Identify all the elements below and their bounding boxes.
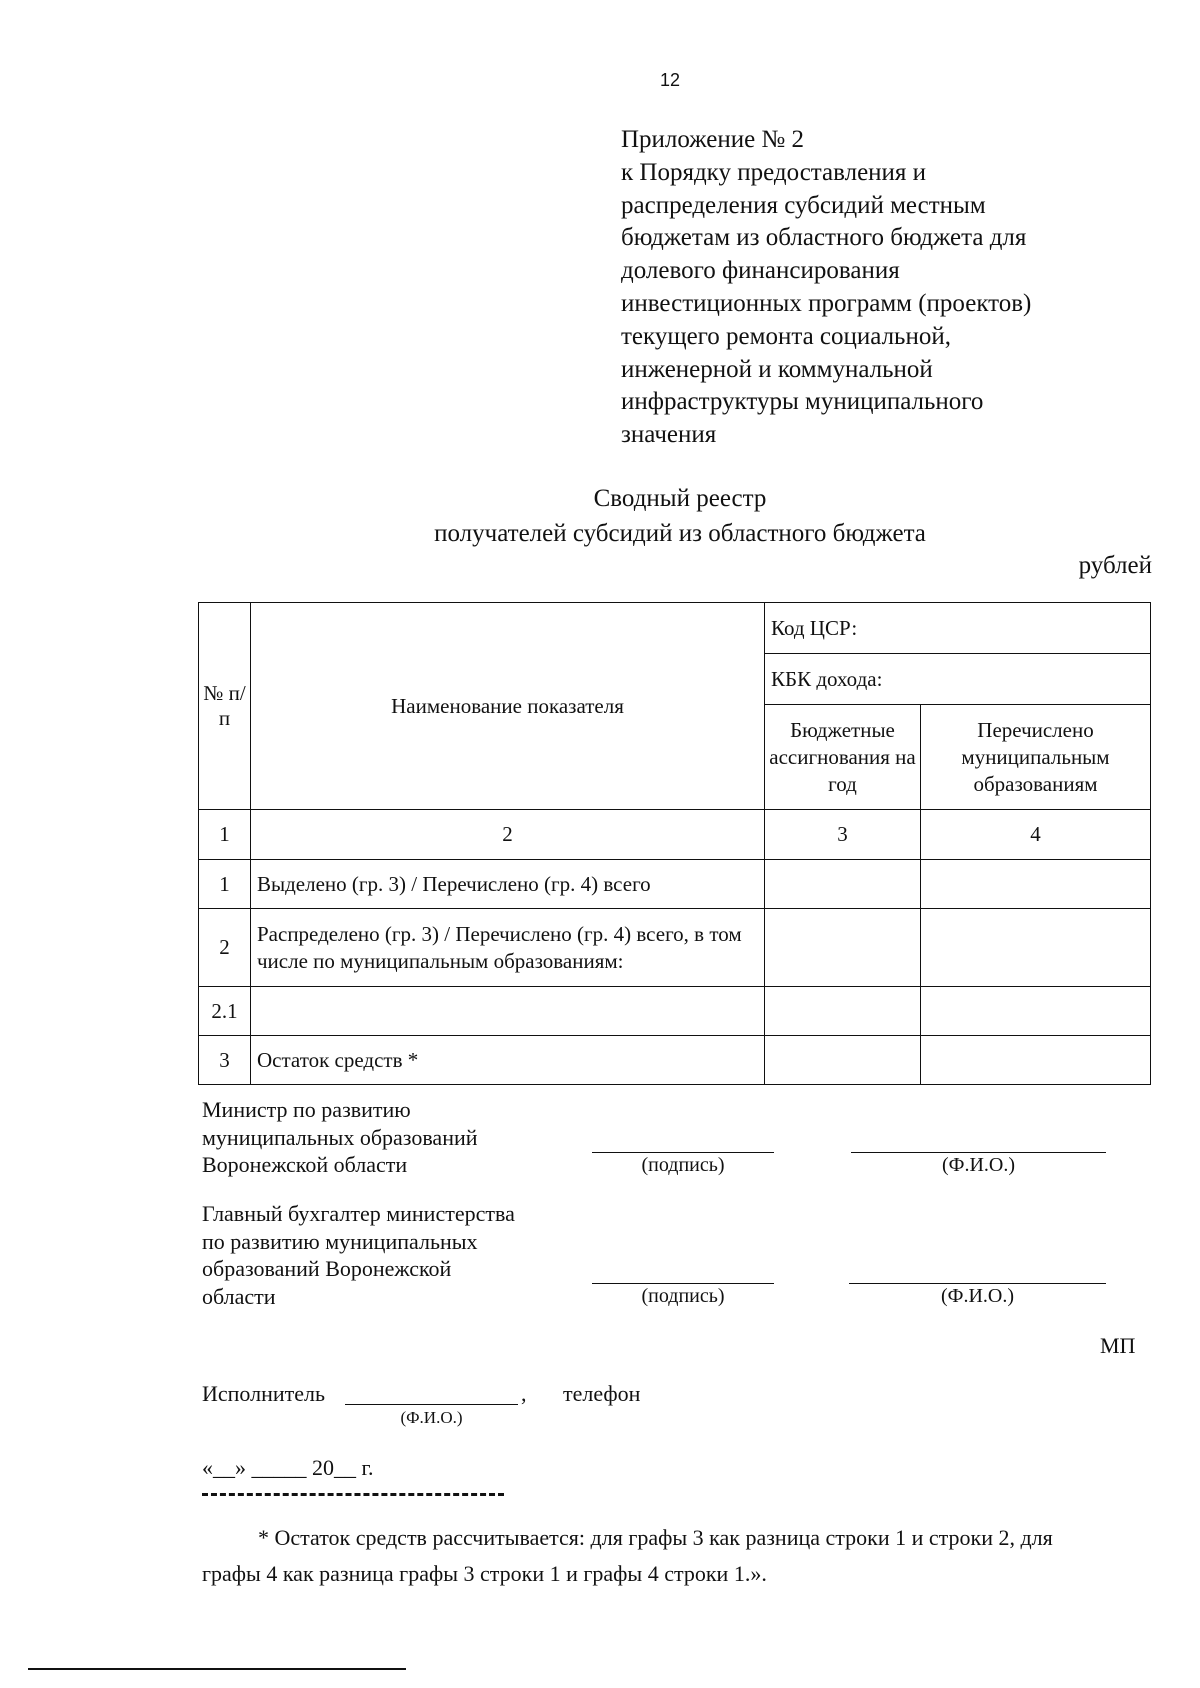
header-col4: Перечислено муниципальным образованиям — [921, 705, 1151, 810]
appendix-line: долевого финансирования — [621, 257, 900, 285]
appendix-line: Приложение № 2 — [621, 126, 805, 153]
footnote-line: графы 4 как разница графы 3 строки 1 и графы 4 строки 1.». — [202, 1561, 767, 1586]
accountant-name-line — [849, 1283, 1106, 1284]
units-label: рублей — [1078, 552, 1152, 579]
column-number: 3 — [765, 810, 921, 860]
table-row — [199, 987, 1151, 1036]
accountant-title-line: по развитию муниципальных — [202, 1228, 478, 1254]
table-row — [199, 1036, 1151, 1085]
row-name: Распределено (гр. 3) / Перечислено (гр. 4) всего, в том числе по муниципальным образованиям: — [251, 909, 765, 987]
header-csr: Код ЦСР: — [765, 603, 1151, 654]
row-num: 2 — [199, 909, 251, 987]
footnote-line: * Остаток средств рассчитывается: для графы 3 как разница строки 1 и строки 2, для — [258, 1525, 1053, 1550]
header-col3: Бюджетные ассигнования на год — [765, 705, 921, 810]
accountant-title — [202, 1200, 515, 1310]
appendix-line: инженерной и коммунальной — [621, 355, 933, 383]
column-number: 4 — [921, 810, 1151, 860]
bottom-rule — [28, 1668, 406, 1670]
accountant-name-caption: (Ф.И.О.) — [940, 1285, 1014, 1307]
page-number: 12 — [660, 70, 681, 90]
executor-name-line — [345, 1404, 518, 1405]
row-col4 — [921, 860, 1151, 909]
header-kbk: КБК дохода: — [765, 654, 1151, 705]
minister-title-line: Министр по развитию — [202, 1097, 411, 1122]
footnote — [202, 1520, 1152, 1592]
appendix-line: бюджетам из областного бюджета для — [621, 224, 1027, 252]
row-col3 — [765, 860, 921, 909]
appendix-line: инфраструктуры муниципального — [621, 388, 984, 416]
table-row — [199, 909, 1151, 987]
appendix-line: значения — [621, 421, 717, 449]
minister-name-line — [851, 1152, 1106, 1153]
row-name — [251, 987, 765, 1036]
accountant-title-line: области — [202, 1283, 276, 1309]
minister-signature-line — [592, 1152, 774, 1153]
appendix-line: инвестиционных программ (проектов) — [621, 289, 1032, 317]
header-name: Наименование показателя — [251, 603, 765, 810]
column-number: 2 — [251, 810, 765, 860]
accountant-title-line: образований Воронежской — [202, 1256, 452, 1281]
minister-title-line: Воронежской области — [202, 1152, 408, 1177]
row-col3 — [765, 909, 921, 987]
stamp-mark: МП — [1100, 1333, 1136, 1358]
minister-title — [202, 1096, 478, 1179]
row-col3 — [765, 1036, 921, 1085]
phone-label: телефон — [563, 1381, 641, 1406]
row-col4 — [921, 987, 1151, 1036]
accountant-title-line: Главный бухгалтер министерства — [202, 1201, 515, 1226]
appendix-line: распределения субсидий местным — [621, 191, 986, 219]
row-num: 3 — [199, 1036, 251, 1085]
date-line: «__» _____ 20__ г. — [202, 1455, 374, 1480]
table-row — [199, 860, 1151, 909]
minister-name-caption: (Ф.И.О.) — [941, 1154, 1015, 1176]
executor-comma: , — [521, 1381, 527, 1406]
appendix-line: к Порядку предоставления и — [621, 158, 927, 186]
row-name: Остаток средств * — [251, 1036, 765, 1085]
footnote-separator — [202, 1493, 504, 1496]
executor-name-caption: (Ф.И.О.) — [400, 1408, 463, 1427]
row-col4 — [921, 909, 1151, 987]
column-number: 1 — [199, 810, 251, 860]
appendix-line: текущего ремонта социальной, — [621, 322, 951, 350]
row-num: 2.1 — [199, 987, 251, 1036]
accountant-signature-caption: (подпись) — [641, 1285, 725, 1307]
row-col4 — [921, 1036, 1151, 1085]
header-num: № п/п — [199, 603, 251, 810]
document-title: Сводный реестр — [593, 485, 767, 512]
registry-table — [198, 602, 1151, 1085]
row-name: Выделено (гр. 3) / Перечислено (гр. 4) всего — [251, 860, 765, 909]
accountant-signature-line — [592, 1283, 774, 1284]
row-col3 — [765, 987, 921, 1036]
minister-signature-caption: (подпись) — [641, 1154, 725, 1176]
minister-title-line: муниципальных образований — [202, 1124, 478, 1150]
document-subtitle: получателей субсидий из областного бюджета — [434, 520, 926, 547]
executor-label: Исполнитель — [202, 1381, 326, 1406]
row-num: 1 — [199, 860, 251, 909]
appendix-header — [621, 124, 1101, 452]
